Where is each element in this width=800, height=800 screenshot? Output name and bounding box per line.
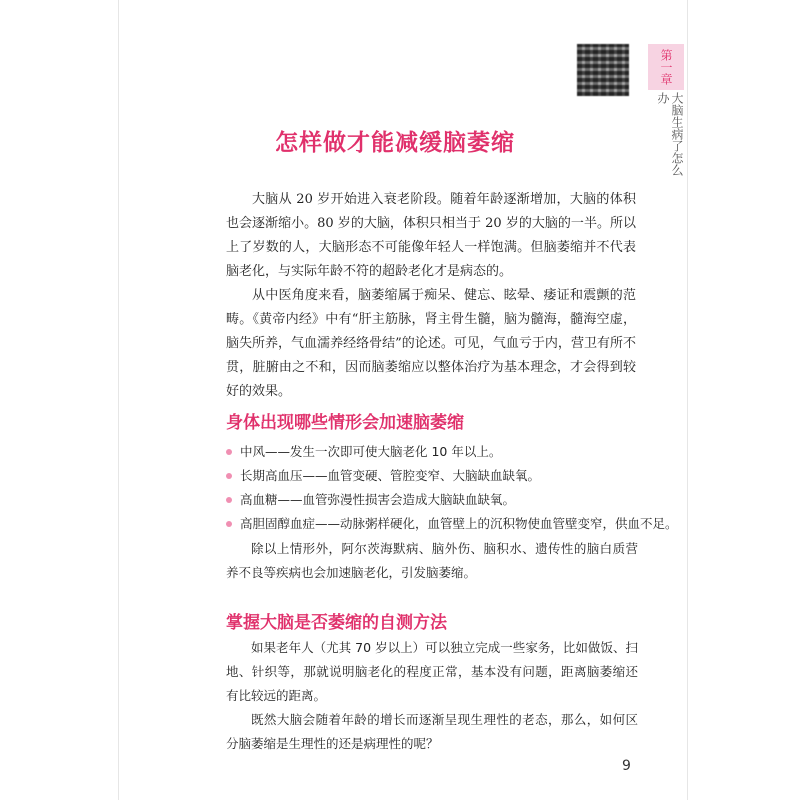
section-heading-1: 身体出现哪些情形会加速脑萎缩 bbox=[226, 413, 464, 433]
section-heading-2: 掌握大脑是否萎缩的自测方法 bbox=[226, 613, 447, 633]
qr-code-image bbox=[577, 44, 629, 96]
section1-paragraph: 除以上情形外，阿尔茨海默病、脑外伤、脑积水、遗传性的脑白质营养不良等疾病也会加速脑老化，引发脑萎缩。 bbox=[226, 541, 638, 580]
bullet-icon bbox=[226, 449, 232, 455]
section2-paragraph-1: 如果老年人（尤其 70 岁以上）可以独立完成一些家务，比如做饭、扫地、针织等，那就说明脑老化的程度正常，基本没有问题，距离脑萎缩还有比较远的距离。 bbox=[226, 640, 638, 703]
section2-text bbox=[226, 636, 638, 756]
section1-text bbox=[226, 537, 638, 585]
page-number: 9 bbox=[622, 758, 631, 774]
list-item: 长期高血压——血管变硬、管腔变窄、大脑缺血缺氧。 bbox=[226, 464, 646, 488]
list-item: 高血糖——血管弥漫性损害会造成大脑缺血缺氧。 bbox=[226, 488, 646, 512]
list-item: 中风——发生一次即可使大脑老化 10 年以上。 bbox=[226, 440, 646, 464]
list-item: 高胆固醇血症——动脉粥样硬化，血管壁上的沉积物使血管壁变窄，供血不足。 bbox=[226, 512, 646, 536]
intro-paragraph-1: 大脑从 20 岁开始进入衰老阶段。随着年龄逐渐增加，大脑的体积也会逐渐缩小。80 岁的大脑，体积只相当于 20 岁的大脑的一半。所以上了岁数的人，大脑形态不可能像年轻人一样饱满。但脑萎缩并不代表脑老化，与实际年龄不符的超龄老化才是病态的。 bbox=[226, 192, 636, 279]
section2-paragraph-2: 既然大脑会随着年龄的增长而逐渐呈现生理性的老态，那么，如何区分脑萎缩是生理性的还是病理性的呢？ bbox=[226, 712, 638, 751]
page-title: 怎样做才能减缓脑萎缩 bbox=[275, 130, 515, 156]
intro-text bbox=[226, 188, 636, 404]
chapter-tab: 第一章 bbox=[648, 44, 684, 90]
bullet-icon bbox=[226, 521, 232, 527]
intro-paragraph-2: 从中医角度来看，脑萎缩属于痴呆、健忘、眩晕、痿证和震颤的范畴。《黄帝内经》中有“肝主筋脉，肾主骨生髓，脑为髓海，髓海空虚，脑失所养，气血濡养经络骨结”的论述。可见，气血亏于内，营卫有所不贯，脏腑由之不和，因而脑萎缩应以整体治疗为基本理念，才会得到较好的效果。 bbox=[226, 288, 636, 399]
bullet-icon bbox=[226, 473, 232, 479]
chapter-title-tab: 大脑生病了怎么办 bbox=[656, 92, 684, 176]
bullet-icon bbox=[226, 497, 232, 503]
bullet-list bbox=[226, 440, 678, 536]
